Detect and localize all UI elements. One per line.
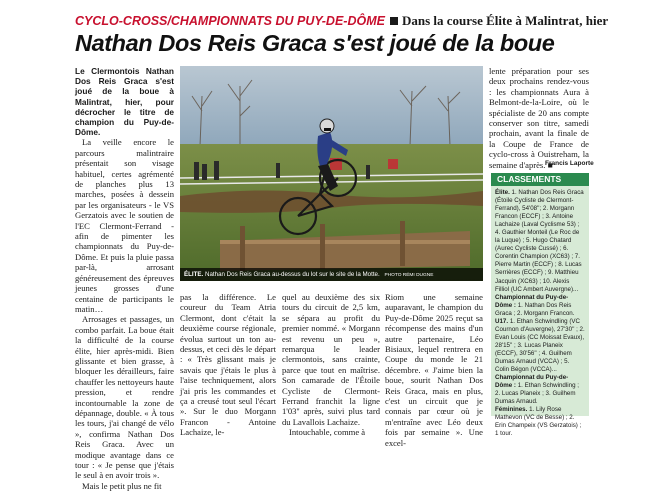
kicker: [75, 12, 608, 28]
article-paragraph: Riom une semaine auparavant, le champion du Puy-de-Dôme 2025 reçut sa récompense des mains d'un autre partenaire, Léo Bisiaux, lequel rentrera en Coupe du monde le 21 décembre. « J'aime bien la boue, sourit Nathan Dos Reis Graca, mais en plus, c'est un circuit que je connais par cœur où je m'entraîne avec Léo deux fois par semaine ». Une excel-: [385, 292, 483, 448]
results-box: [491, 186, 589, 438]
article-paragraph: pas la différence. Le coureur du Team Atria Clermont, dont c'était la deuxième course régionale, évolua surtout un ton au-dessus, et ceci dès le départ : « Très glissant mais je savais que j'étais le plus à l'aise techniquement, alors j'ai pris les commandes et ça a creusé tout seul l'écart ». Sur le duo Morgann Francon - Antoine Lachaize, le-: [180, 292, 276, 438]
article-paragraph: quel au deuxième des six tours du circuit de 2,5 km, se sépara au profit du premier nommé. « Morgann est revenu un peu », remarqua le leader clermontois, sans crainte, parce que tout en maîtrise. Son camarade de l'Étoile Cycliste de Clermont-Ferrand franchit la ligne 1'03'' après, suivi plus tard du Lavallois Lachaize.: [282, 292, 380, 427]
article-paragraph: Mais le petit plus ne fit: [82, 480, 162, 491]
article-column-5: [489, 66, 589, 170]
results-feminines: Féminines. 1. Lily Rose Mathevon (VC de Besse) ; 2. Erin Champeix (VS Gerzatois) ; 1 tour.: [495, 406, 582, 438]
results-box-title: CLASSEMENTS: [491, 173, 589, 186]
author-byline: Francis Laporte: [545, 160, 594, 167]
race-photo: [180, 66, 483, 281]
results-u17: U17. 1. Ethan Schwindling (VC Cournon d'Auvergne), 27'30'' ; 2. Evan Louis (CC Moissat Evaux), 28'15'' ; 3. Lucas Planeix (ECCF), 30'56'' ; 4. Guilhem Dumas Arnaud (VCCA) ; 5. Colin Bégon (VCCA)... Championnat du Puy-de-Dôme : 1. Ethan Schwindling ; 2. Lucas Planeix ; 3. Guilhem Dumas Arnaud.: [495, 317, 585, 406]
caption-label: ÉLITE.: [184, 271, 204, 278]
article-column-3: [282, 292, 380, 438]
kicker-category: CYCLO-CROSS/CHAMPIONNATS DU PUY-DE-DÔME: [75, 14, 385, 28]
article-column-2: [180, 292, 276, 438]
article-paragraph: Arrosages et passages, un combo parfait. La boue était la difficulté de la course élite, hier après-midi. Bien glissante et bien grasse, à bloquer les dérailleurs, faire chauffer les nettoyeurs haute pression, et rendre incontournable la zone de dépannage, double. « À tous les tours, j'ai changé de vélo », confirma Nathan Dos Reis Graca. Avec un modique avantage dans ce tour : « Je pense que j'étais le seul à en avoir trois ».: [75, 314, 174, 481]
article-column-1: [75, 66, 174, 491]
article-column-4: [385, 292, 483, 448]
square-bullet-icon: [390, 17, 398, 25]
article-paragraph: Intouchable, comme à: [289, 427, 366, 438]
article-paragraph: La veille encore le parcours malintraire présentait son visage habituel, certes agrémenté de planches plus 13 marches, posées à dessein par les organisateurs - le VS Gerzatois avec le soutien de l'EC Clermont-Ferrand - afin de pimenter les championnats du Puy-de-Dôme. Et puis la pluie passa par-là, arrosant généreusement des épreuves jeunes grosses d'une centaine de participants le matin…: [75, 137, 174, 314]
results-elite: Élite. 1. Nathan Dos Reis Graca (Étoile Cycliste de Clermont-Ferrand), 54'08''; 2. Morgann Francon (ECCF) ; 3. Antoine Lachaize (Laval Cyclisme 53) ; 4. Gauthier Monteil (Le Roc de la Luque) ; 5. Hugo Chatard (Aurec Cycliste Cussé) ; 6. Corentin Champion (XC63) ; 7. Pierre Martin (ECCF) ; 8. Lucas Serrières (ECCF) ; 9. Matthieu Jacquin (XC63) ; 10. Alexis Filliol (UC Ambert Auvergne)... Championnat du Puy-de-Dôme : 1. Nathan Dos Reis Graca ; 2. Morgann Francon.: [495, 189, 584, 317]
photo-caption: [180, 268, 483, 281]
article-paragraph: lente préparation pour ses deux prochains rendez-vous : les championnats Aura à Belmont-de-la-Loire, où le spécialiste de 20 ans compte conserver son titre, samedi prochain, avant la finale de la Coupe de France de cyclo-cross à Ouistreham, la semaine d'après. ■: [489, 66, 589, 170]
article-lead: Le Clermontois Nathan Dos Reis Graca s'est joué de la boue à Malintrat, hier, pour décrocher le titre de champion du Puy-de-Dôme.: [75, 66, 174, 138]
kicker-subtitle: Dans la course Élite à Malintrat, hier: [401, 13, 609, 28]
photo-credit: PHOTO RÉMI DUGNE: [384, 273, 434, 278]
caption-text: Nathan Dos Reis Graca au-dessus du lot sur le site de la Motte.: [205, 271, 380, 278]
cyclist-photo-illustration: [180, 66, 483, 281]
headline: Nathan Dos Reis Graca s'est joué de la boue: [75, 30, 555, 56]
